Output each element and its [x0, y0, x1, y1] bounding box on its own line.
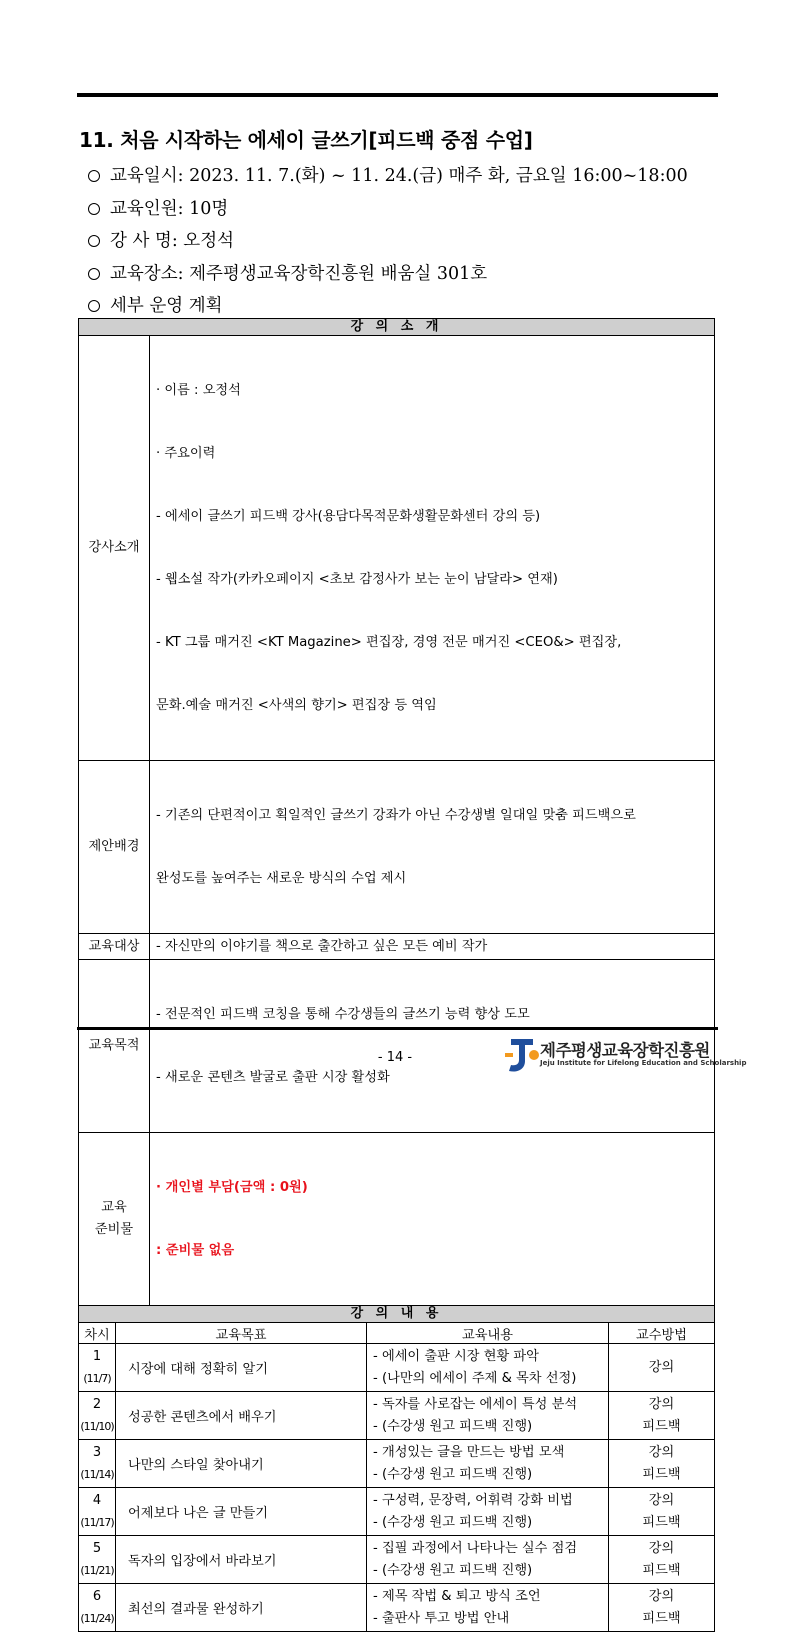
- session-content: - 집필 과정에서 나타나는 실수 점검 - (수강생 원고 피드백 진행): [367, 1536, 609, 1584]
- page-number: - 14 -: [377, 1050, 413, 1065]
- session-method: 강의 피드백: [609, 1392, 715, 1440]
- bullet-location: 교육장소: 제주평생교육장학진흥원 배움실 301호: [88, 258, 688, 291]
- table-row: [79, 1440, 715, 1488]
- bullet-plan: 세부 운영 계획: [88, 290, 688, 323]
- background-label: 제안배경: [79, 761, 150, 934]
- session-number: 2 (11/10): [79, 1392, 116, 1440]
- section-heading: 11. 처음 시작하는 에세이 글쓰기[피드백 중점 수업]: [79, 128, 533, 152]
- target-label: 교육대상: [79, 934, 150, 960]
- table-row: [79, 1392, 715, 1440]
- session-content: - 독자를 사로잡는 에세이 특성 분석 - (수강생 원고 피드백 진행): [367, 1392, 609, 1440]
- col-header-method: 교수방법: [609, 1323, 715, 1344]
- session-number: 6 (11/24): [79, 1584, 116, 1632]
- bottom-rule: [77, 1027, 718, 1030]
- circle-bullet-icon: [88, 170, 100, 182]
- session-number: 3 (11/14): [79, 1440, 116, 1488]
- session-content: - 개성있는 글을 만드는 방법 모색 - (수강생 원고 피드백 진행): [367, 1440, 609, 1488]
- org-name: 제주평생교육장학진흥원: [540, 1041, 710, 1060]
- col-header-session: 차시: [79, 1323, 116, 1344]
- prep-info: · 개인별 부담(금액 : 0원) : 준비물 없음: [150, 1133, 715, 1306]
- course-plan-table: [78, 318, 715, 1632]
- instructor-label: 강사소개: [79, 336, 150, 761]
- jeju-institute-logo-icon: [503, 1035, 543, 1075]
- target-info: - 자신만의 이야기를 책으로 출간하고 싶은 모든 예비 작가: [150, 934, 715, 960]
- circle-bullet-icon: [88, 268, 100, 280]
- session-method: 강의 피드백: [609, 1488, 715, 1536]
- session-content: - 제목 작법 & 퇴고 방식 조언 - 출판사 투고 방법 안내: [367, 1584, 609, 1632]
- instructor-info: · 이름 : 오정석 · 주요이력 - 에세이 글쓰기 피드백 강사(용담다목적문화생활문화센터 강의 등) - 웹소설 작가(카카오페이지 <초보 감정사가 보는 눈이 남달라> 연재) - KT 그룹 매거진 <KT Magazine> 편집장, 경영 전문 매거진 <CEO&> 편집장, 문화.예술 매거진 <사색의 향기> 편집장 등 역임: [150, 336, 715, 761]
- circle-bullet-icon: [88, 235, 100, 247]
- session-goal: 어제보다 나은 글 만들기: [116, 1488, 367, 1536]
- bullet-instructor: 강 사 명: 오정석: [88, 225, 688, 258]
- session-method: 강의: [609, 1344, 715, 1392]
- bullet-schedule: 교육일시: 2023. 11. 7.(화) ~ 11. 24.(금) 매주 화, 금요일 16:00~18:00: [88, 160, 688, 193]
- circle-bullet-icon: [88, 203, 100, 215]
- session-number: 1 (11/7): [79, 1344, 116, 1392]
- session-goal: 독자의 입장에서 바라보기: [116, 1536, 367, 1584]
- session-goal: 시장에 대해 정확히 알기: [116, 1344, 367, 1392]
- session-content: - 구성력, 문장력, 어휘력 강화 비법 - (수강생 원고 피드백 진행): [367, 1488, 609, 1536]
- table-row: [79, 1488, 715, 1536]
- table-row: [79, 1344, 715, 1392]
- intro-section-header: 강 의 소 개: [79, 319, 715, 336]
- overview-list: [88, 160, 688, 323]
- session-goal: 나만의 스타일 찾아내기: [116, 1440, 367, 1488]
- session-goal: 성공한 콘텐츠에서 배우기: [116, 1392, 367, 1440]
- col-header-content: 교육내용: [367, 1323, 609, 1344]
- top-rule: [77, 93, 718, 97]
- content-section-header: 강 의 내 용: [79, 1306, 715, 1323]
- session-method: 강의 피드백: [609, 1440, 715, 1488]
- session-method: 강의 피드백: [609, 1536, 715, 1584]
- bullet-capacity: 교육인원: 10명: [88, 193, 688, 226]
- col-header-goal: 교육목표: [116, 1323, 367, 1344]
- prep-label: 교육 준비물: [79, 1133, 150, 1306]
- content-header-row: [79, 1323, 715, 1344]
- table-row: [79, 1584, 715, 1632]
- session-content: - 에세이 출판 시장 현황 파악 - (나만의 에세이 주제 & 목차 선정): [367, 1344, 609, 1392]
- session-goal: 최선의 결과물 완성하기: [116, 1584, 367, 1632]
- circle-bullet-icon: [88, 300, 100, 312]
- session-number: 5 (11/21): [79, 1536, 116, 1584]
- session-method: 강의 피드백: [609, 1584, 715, 1632]
- org-name-english: Jeju Institute for Lifelong Education and Scholarship: [540, 1059, 747, 1067]
- session-number: 4 (11/17): [79, 1488, 116, 1536]
- goal-label: 교육목적: [79, 960, 150, 1133]
- goal-info: - 전문적인 피드백 코칭을 통해 수강생들의 글쓰기 능력 향상 도모 - 새로운 콘텐츠 발굴로 출판 시장 활성화: [150, 960, 715, 1133]
- table-row: [79, 1536, 715, 1584]
- background-info: - 기존의 단편적이고 획일적인 글쓰기 강좌가 아닌 수강생별 일대일 맞춤 피드백으로 완성도를 높여주는 새로운 방식의 수업 제시: [150, 761, 715, 934]
